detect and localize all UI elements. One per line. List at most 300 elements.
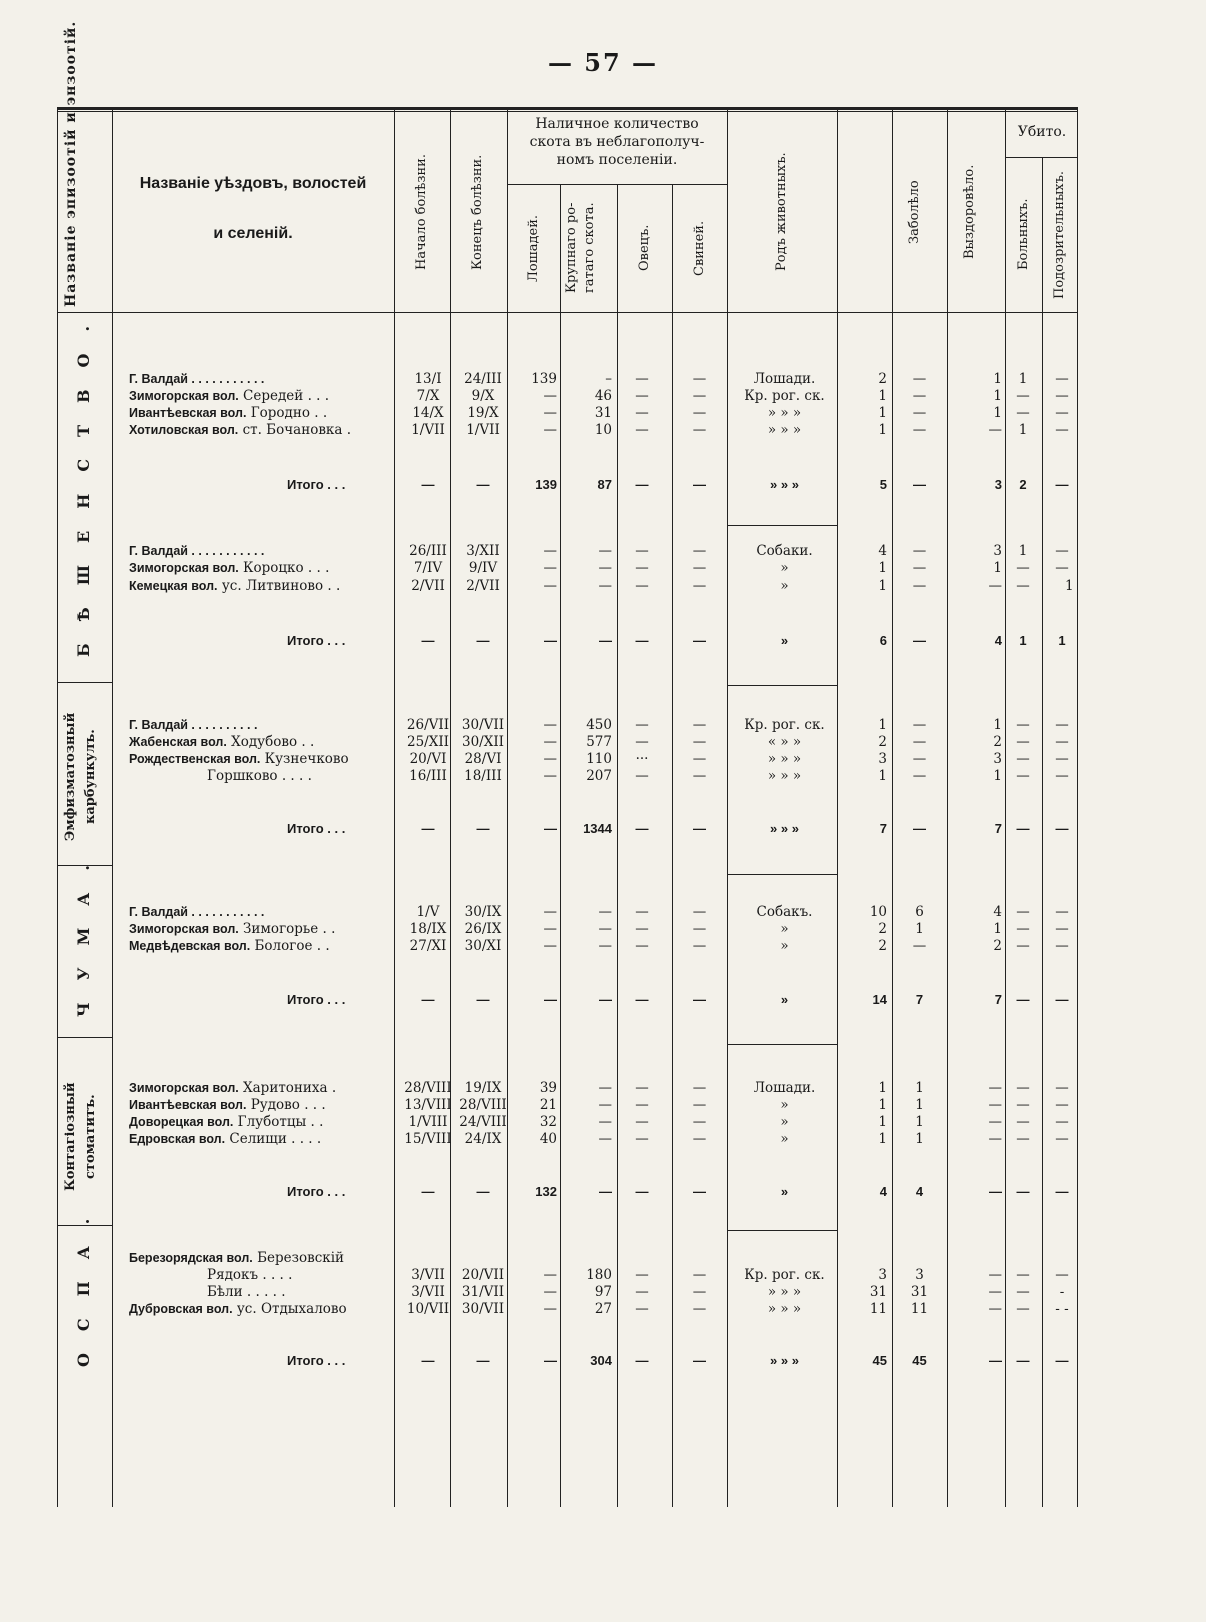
cell-start: — bbox=[421, 477, 435, 492]
cell-cattle: 304 bbox=[590, 1353, 612, 1368]
cell-kind: Собаки. bbox=[756, 543, 813, 559]
cell-recovered: 7 bbox=[915, 992, 924, 1007]
cell-sick: 1 bbox=[878, 717, 887, 733]
cell-start: — bbox=[421, 1353, 435, 1368]
cell-horses: — bbox=[543, 768, 557, 784]
cell-k-susp: — bbox=[1055, 768, 1069, 784]
cell-recovered: — bbox=[913, 633, 926, 648]
cell-k-susp: — bbox=[1055, 1267, 1069, 1283]
cell-sick: 11 bbox=[869, 1301, 887, 1317]
table-row bbox=[57, 921, 1117, 938]
cell-kind: Кр. рог. ск. bbox=[744, 1267, 825, 1283]
cell-start: 18/IX bbox=[409, 921, 447, 937]
cell-recovered: — bbox=[912, 578, 927, 594]
settlement-name: Медвѣдевская вол. Бологое . . bbox=[129, 938, 330, 954]
cell-recovered: — bbox=[912, 938, 927, 954]
cell-died: — bbox=[988, 1131, 1002, 1147]
cell-died: 1 bbox=[993, 768, 1002, 784]
settlement-name: Хотиловская вол. ст. Бочановка . bbox=[129, 422, 352, 438]
cell-horses: — bbox=[543, 405, 557, 421]
cell-k-susp: — bbox=[1055, 1114, 1069, 1130]
cell-k-susp: - bbox=[1059, 1284, 1065, 1300]
cell-recovered: 3 bbox=[915, 1267, 924, 1283]
cell-start: 10/VII bbox=[406, 1301, 450, 1317]
cell-kind: » bbox=[780, 938, 789, 954]
cell-cattle: — bbox=[599, 1184, 612, 1199]
cell-sheep: — bbox=[635, 1301, 649, 1317]
cell-k-sick: — bbox=[1016, 1114, 1030, 1130]
table-row bbox=[57, 1080, 1117, 1097]
cell-k-sick: — bbox=[1016, 768, 1030, 784]
cell-cattle: 97 bbox=[594, 1284, 612, 1300]
section-title-stomatitis: Контагіозный стоматитъ. bbox=[63, 1082, 98, 1192]
header-killed-suspect: Подозрительныхъ. bbox=[1052, 170, 1067, 299]
table-row bbox=[57, 543, 1117, 560]
cell-k-sick: — bbox=[1016, 734, 1030, 750]
cell-end: 18/III bbox=[464, 768, 502, 784]
cell-sheep: — bbox=[635, 543, 649, 559]
cell-cattle: 87 bbox=[597, 477, 612, 492]
cell-k-sick: — bbox=[1016, 1301, 1030, 1317]
cell-sheep: — bbox=[635, 768, 649, 784]
cell-start: 2/VII bbox=[411, 578, 445, 594]
cell-sheep: — bbox=[635, 1267, 649, 1283]
cell-horses: 39 bbox=[539, 1080, 557, 1096]
cell-k-sick: 1 bbox=[1018, 371, 1028, 387]
cell-sick: 2 bbox=[878, 921, 887, 937]
header-killed: Убито. bbox=[1017, 124, 1067, 140]
cell-pigs: — bbox=[693, 633, 706, 648]
cell-recovered: 1 bbox=[915, 1080, 924, 1096]
cell-died: — bbox=[989, 1353, 1002, 1368]
cell-recovered: — bbox=[912, 717, 927, 733]
cell-pigs: — bbox=[692, 1284, 707, 1300]
cell-sick: 3 bbox=[878, 1267, 887, 1283]
cell-pigs: — bbox=[692, 1131, 707, 1147]
cell-kind: Лошади. bbox=[753, 1080, 816, 1096]
table-row bbox=[57, 1097, 1117, 1114]
cell-horses: 139 bbox=[535, 477, 557, 492]
table-row bbox=[57, 1131, 1117, 1148]
cell-pigs: — bbox=[693, 992, 706, 1007]
cell-end: 30/XII bbox=[461, 734, 504, 750]
cell-died: 3 bbox=[994, 477, 1002, 492]
table-row bbox=[57, 371, 1117, 388]
cell-pigs: — bbox=[692, 1267, 707, 1283]
cell-died: — bbox=[988, 1080, 1002, 1096]
table-row bbox=[57, 578, 1117, 595]
cell-sick: 1 bbox=[878, 578, 887, 594]
cell-k-susp: — bbox=[1055, 821, 1069, 836]
settlement-name: Г. Валдай . . . . . . . . . . . bbox=[129, 372, 265, 386]
cell-end: 31/VII bbox=[461, 1284, 505, 1300]
cell-start: — bbox=[421, 992, 435, 1007]
cell-sheep: — bbox=[635, 388, 649, 404]
cell-sick: 7 bbox=[879, 821, 887, 836]
cell-k-susp: — bbox=[1055, 717, 1069, 733]
settlement-name: Зимогорская вол. Зимогорье . . bbox=[129, 921, 336, 937]
cell-k-sick: — bbox=[1016, 578, 1030, 594]
cell-start: 7/IV bbox=[413, 560, 443, 576]
settlement-name: Горшково . . . . bbox=[207, 768, 312, 784]
header-names-line1: Названіе уѣздовъ, волостей bbox=[139, 175, 367, 192]
cell-pigs: — bbox=[692, 768, 707, 784]
cell-died: 7 bbox=[994, 992, 1002, 1007]
cell-k-susp: — bbox=[1055, 371, 1069, 387]
cell-pigs: — bbox=[692, 904, 707, 920]
cell-recovered: — bbox=[913, 821, 926, 836]
cell-cattle: — bbox=[598, 1080, 612, 1096]
cell-sheep: — bbox=[635, 422, 649, 438]
cell-end: 3/XII bbox=[466, 543, 500, 559]
settlement-name: Едровская вол. Селищи . . . . bbox=[129, 1131, 322, 1147]
cell-died: 2 bbox=[993, 734, 1002, 750]
cell-sheep: ··· bbox=[635, 751, 649, 767]
cell-recovered: 1 bbox=[915, 1131, 924, 1147]
cell-cattle: — bbox=[598, 1114, 612, 1130]
cell-died: — bbox=[989, 1184, 1002, 1199]
settlement-name: Г. Валдай . . . . . . . . . . . bbox=[129, 544, 265, 558]
cell-recovered: 1 bbox=[915, 1114, 924, 1130]
cell-kind: » bbox=[780, 578, 789, 594]
cell-start: 3/VII bbox=[411, 1284, 445, 1300]
cell-recovered: — bbox=[913, 477, 926, 492]
cell-pigs: — bbox=[693, 1353, 706, 1368]
cell-cattle: 207 bbox=[586, 768, 612, 784]
header-present-line1: Наличное количество bbox=[535, 116, 699, 132]
cell-start: — bbox=[421, 821, 435, 836]
header-horses: Лошадей. bbox=[526, 214, 541, 282]
cell-horses: — bbox=[544, 992, 557, 1007]
cell-pigs: — bbox=[692, 751, 707, 767]
cell-died: 7 bbox=[994, 821, 1002, 836]
cell-start: 28/VIII bbox=[404, 1080, 452, 1096]
cell-sick: 4 bbox=[879, 1184, 887, 1199]
cell-end: 2/VII bbox=[466, 578, 500, 594]
cell-cattle: — bbox=[598, 1097, 612, 1113]
cell-recovered: 31 bbox=[910, 1284, 929, 1300]
cell-sheep: — bbox=[635, 821, 649, 836]
cell-sick: 14 bbox=[872, 992, 887, 1007]
header-cattle: Крупнаго ро-гатаго скота. bbox=[564, 202, 597, 294]
cell-died: — bbox=[988, 578, 1002, 594]
cell-died: 1 bbox=[993, 560, 1002, 576]
cell-pigs: — bbox=[692, 578, 707, 594]
cell-k-susp: — bbox=[1055, 388, 1069, 404]
cell-pigs: — bbox=[692, 938, 707, 954]
cell-sheep: — bbox=[635, 904, 649, 920]
cell-start: 15/VIII bbox=[404, 1131, 452, 1147]
cell-start: 26/III bbox=[409, 543, 447, 559]
settlement-name: Кемецкая вол. ус. Литвиново . . bbox=[129, 578, 341, 594]
cell-end: 24/III bbox=[464, 371, 502, 387]
cell-end: 28/VI bbox=[464, 751, 502, 767]
cell-horses: — bbox=[544, 821, 557, 836]
cell-k-sick: 1 bbox=[1018, 543, 1028, 559]
cell-sick: 1 bbox=[878, 1114, 887, 1130]
cell-start: 3/VII bbox=[411, 1267, 445, 1283]
cell-horses: — bbox=[543, 904, 557, 920]
cell-cattle: — bbox=[598, 904, 612, 920]
cell-died: 2 bbox=[993, 938, 1002, 954]
cell-start: 14/X bbox=[412, 405, 444, 421]
table-row bbox=[57, 422, 1117, 439]
cell-cattle: 450 bbox=[586, 717, 612, 733]
total-label: Итого . . . bbox=[287, 1353, 346, 1368]
cell-end: 28/VIII bbox=[459, 1097, 507, 1113]
table-row bbox=[57, 1267, 1117, 1284]
cell-start: 16/III bbox=[409, 768, 447, 784]
settlement-name: Рядокъ . . . . bbox=[207, 1267, 293, 1283]
cell-sheep: — bbox=[635, 477, 649, 492]
cell-recovered: 4 bbox=[915, 1184, 924, 1199]
header-kind: Родъ животныхъ. bbox=[774, 152, 789, 272]
total-label: Итого . . . bbox=[287, 633, 346, 648]
cell-pigs: — bbox=[692, 371, 707, 387]
cell-pigs: — bbox=[692, 921, 707, 937]
section-title-carbuncle: Эмфизматозный карбункулъ. bbox=[63, 712, 98, 842]
cell-sick: 3 bbox=[878, 751, 887, 767]
table-row bbox=[57, 1250, 1117, 1267]
cell-died: — bbox=[988, 1284, 1002, 1300]
cell-kind: » bbox=[780, 633, 789, 648]
settlement-name: Г. Валдай . . . . . . . . . . bbox=[129, 718, 258, 732]
cell-end: 9/IV bbox=[468, 560, 498, 576]
cell-start: 13/I bbox=[414, 371, 442, 387]
cell-recovered: — bbox=[912, 405, 927, 421]
cell-k-susp: — bbox=[1055, 1080, 1069, 1096]
cell-cattle: — bbox=[598, 921, 612, 937]
cell-sick: 2 bbox=[878, 938, 887, 954]
cell-horses: — bbox=[543, 1284, 557, 1300]
settlement-name: Дубровская вол. ус. Отдыхалово bbox=[129, 1301, 347, 1317]
cell-horses: — bbox=[543, 1267, 557, 1283]
cell-cattle: 110 bbox=[586, 751, 612, 767]
cell-horses: 32 bbox=[539, 1114, 557, 1130]
cell-kind: » bbox=[780, 1097, 789, 1113]
header-start: Начало болѣзни. bbox=[414, 154, 429, 270]
cell-k-sick: — bbox=[1016, 992, 1030, 1007]
cell-recovered: — bbox=[912, 768, 927, 784]
cell-k-sick: — bbox=[1016, 1267, 1030, 1283]
cell-end: 20/VII bbox=[461, 1267, 505, 1283]
cell-recovered: — bbox=[912, 371, 927, 387]
cell-sheep: — bbox=[635, 1284, 649, 1300]
cell-pigs: — bbox=[692, 734, 707, 750]
cell-kind: » bbox=[780, 1114, 789, 1130]
total-row bbox=[57, 821, 1117, 838]
cell-end: 19/IX bbox=[464, 1080, 502, 1096]
cell-kind: » » » bbox=[767, 1301, 802, 1317]
total-label: Итого . . . bbox=[287, 477, 346, 492]
cell-k-susp: 1 bbox=[1058, 633, 1066, 648]
cell-died: 1 bbox=[993, 405, 1002, 421]
total-row bbox=[57, 992, 1117, 1009]
table-row bbox=[57, 717, 1117, 734]
cell-recovered: 6 bbox=[915, 904, 924, 920]
cell-recovered: — bbox=[912, 734, 927, 750]
statistics-table bbox=[57, 20, 1117, 1507]
header-sheep: Овецъ. bbox=[637, 224, 652, 272]
cell-pigs: — bbox=[692, 405, 707, 421]
cell-kind: » » » bbox=[770, 477, 799, 492]
cell-k-sick: — bbox=[1016, 1284, 1030, 1300]
cell-cattle: 577 bbox=[586, 734, 612, 750]
cell-horses: 139 bbox=[531, 371, 557, 387]
total-row bbox=[57, 633, 1117, 650]
cell-start: 1/VIII bbox=[408, 1114, 448, 1130]
cell-kind: » » » bbox=[767, 768, 802, 784]
cell-start: 26/VII bbox=[406, 717, 450, 733]
cell-recovered: 11 bbox=[910, 1301, 929, 1317]
header-present-line3: номъ поселеніи. bbox=[556, 152, 678, 168]
cell-kind: » » » bbox=[767, 422, 802, 438]
cell-sick: 1 bbox=[878, 560, 887, 576]
cell-end: 24/IX bbox=[464, 1131, 502, 1147]
cell-sheep: — bbox=[635, 1097, 649, 1113]
settlement-name: Г. Валдай . . . . . . . . . . . bbox=[129, 905, 265, 919]
header-present-line2: скота въ неблагополуч- bbox=[529, 134, 705, 150]
settlement-name: Ивантѣевская вол. Городно . . bbox=[129, 405, 328, 421]
cell-died: — bbox=[988, 1301, 1002, 1317]
cell-k-sick: — bbox=[1016, 405, 1030, 421]
cell-sheep: — bbox=[635, 560, 649, 576]
cell-kind: » » » bbox=[770, 1353, 799, 1368]
cell-cattle: — bbox=[598, 560, 612, 576]
cell-sick: 1 bbox=[878, 768, 887, 784]
cell-k-susp: — bbox=[1055, 422, 1069, 438]
cell-horses: — bbox=[544, 633, 557, 648]
cell-horses: — bbox=[543, 388, 557, 404]
cell-k-sick: — bbox=[1016, 1184, 1030, 1199]
table-row bbox=[57, 938, 1117, 955]
cell-k-susp: — bbox=[1055, 1097, 1069, 1113]
settlement-name: Бѣли . . . . . bbox=[207, 1284, 286, 1300]
cell-kind: Кр. рог. ск. bbox=[744, 388, 825, 404]
cell-cattle: 31 bbox=[594, 405, 612, 421]
cell-k-sick: — bbox=[1016, 717, 1030, 733]
settlement-name: Доворецкая вол. Глуботцы . . bbox=[129, 1114, 324, 1130]
cell-k-susp: - - bbox=[1055, 1301, 1069, 1317]
cell-pigs: — bbox=[692, 1114, 707, 1130]
table-row bbox=[57, 388, 1117, 405]
cell-k-sick: 1 bbox=[1019, 633, 1027, 648]
settlement-name: Березорядская вол. Березовскій bbox=[129, 1250, 345, 1266]
cell-pigs: — bbox=[692, 543, 707, 559]
cell-end: — bbox=[476, 821, 490, 836]
cell-k-sick: — bbox=[1016, 921, 1030, 937]
cell-k-sick: — bbox=[1016, 388, 1030, 404]
cell-cattle: — bbox=[599, 633, 612, 648]
cell-kind: » bbox=[780, 921, 789, 937]
cell-sick: 1 bbox=[878, 1080, 887, 1096]
settlement-name: Зимогорская вол. Харитониха . bbox=[129, 1080, 337, 1096]
cell-k-susp: — bbox=[1055, 734, 1069, 750]
cell-k-susp: — bbox=[1055, 1131, 1069, 1147]
table-row bbox=[57, 405, 1117, 422]
total-label: Итого . . . bbox=[287, 821, 346, 836]
cell-sheep: — bbox=[635, 405, 649, 421]
cell-k-sick: 1 bbox=[1018, 422, 1028, 438]
header-names-line2: и селеній. bbox=[213, 225, 293, 242]
cell-end: 30/VII bbox=[461, 1301, 505, 1317]
cell-start: 1/V bbox=[416, 904, 440, 920]
cell-end: 26/IX bbox=[464, 921, 502, 937]
cell-k-susp: — bbox=[1055, 543, 1069, 559]
table-row bbox=[57, 751, 1117, 768]
settlement-name: Зимогорская вол. Короцко . . . bbox=[129, 560, 330, 576]
cell-start: — bbox=[421, 633, 435, 648]
cell-k-sick: 2 bbox=[1019, 477, 1027, 492]
cell-sick: 1 bbox=[878, 422, 887, 438]
page-number: — 57 — bbox=[547, 48, 659, 77]
header-fell-sick: Заболѣло bbox=[907, 180, 922, 244]
cell-horses: 132 bbox=[535, 1184, 557, 1199]
cell-died: 4 bbox=[994, 633, 1002, 648]
cell-start: 20/VI bbox=[409, 751, 447, 767]
cell-horses: — bbox=[543, 422, 557, 438]
cell-start: 1/VII bbox=[411, 422, 445, 438]
cell-sheep: — bbox=[635, 938, 649, 954]
cell-died: — bbox=[988, 1267, 1002, 1283]
cell-died: 1 bbox=[993, 717, 1002, 733]
cell-died: — bbox=[988, 1114, 1002, 1130]
cell-kind: « » » bbox=[767, 734, 802, 750]
cell-cattle: 1344 bbox=[583, 821, 612, 836]
cell-sick: 6 bbox=[879, 633, 887, 648]
settlement-name: Жабенская вол. Ходубово . . bbox=[129, 734, 315, 750]
cell-died: 3 bbox=[993, 543, 1002, 559]
cell-horses: — bbox=[543, 543, 557, 559]
cell-kind: » » » bbox=[767, 405, 802, 421]
cell-k-susp: — bbox=[1055, 938, 1069, 954]
cell-horses: — bbox=[543, 921, 557, 937]
cell-sheep: — bbox=[635, 992, 649, 1007]
cell-sick: 1 bbox=[878, 1131, 887, 1147]
cell-sick: 45 bbox=[872, 1353, 887, 1368]
cell-cattle: — bbox=[598, 938, 612, 954]
cell-cattle: — bbox=[599, 992, 612, 1007]
settlement-name: Зимогорская вол. Середей . . . bbox=[129, 388, 330, 404]
cell-k-sick: — bbox=[1016, 1080, 1030, 1096]
section-title-smallpox: ОСПА. bbox=[74, 1196, 93, 1367]
cell-end: 9/X bbox=[471, 388, 495, 404]
cell-sick: 10 bbox=[869, 904, 887, 920]
cell-kind: » » » bbox=[767, 1284, 802, 1300]
cell-end: — bbox=[476, 1184, 490, 1199]
cell-k-sick: — bbox=[1016, 1097, 1030, 1113]
cell-pigs: — bbox=[692, 422, 707, 438]
cell-k-susp: — bbox=[1055, 992, 1069, 1007]
cell-start: 25/XII bbox=[406, 734, 449, 750]
table-row bbox=[57, 768, 1117, 785]
cell-recovered: — bbox=[912, 560, 927, 576]
cell-horses: — bbox=[543, 560, 557, 576]
cell-died: — bbox=[988, 1097, 1002, 1113]
cell-k-sick: — bbox=[1016, 938, 1030, 954]
section-title-plague: ЧУМА. bbox=[74, 843, 93, 1017]
cell-pigs: — bbox=[692, 1097, 707, 1113]
cell-end: 1/VII bbox=[466, 422, 500, 438]
cell-start: 27/XI bbox=[409, 938, 447, 954]
total-label: Итого . . . bbox=[287, 1184, 346, 1199]
cell-start: — bbox=[421, 1184, 435, 1199]
cell-died: 1 bbox=[993, 388, 1002, 404]
cell-sheep: — bbox=[635, 633, 649, 648]
cell-k-sick: — bbox=[1016, 560, 1030, 576]
cell-died: 1 bbox=[993, 371, 1002, 387]
cell-end: — bbox=[476, 633, 490, 648]
